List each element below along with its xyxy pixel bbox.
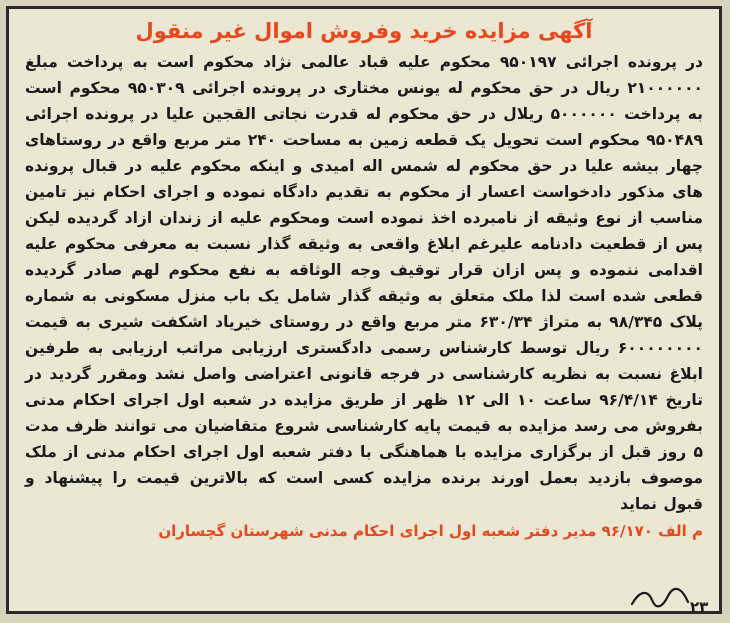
notice-body: در پرونده اجرائی ۹۵۰۱۹۷ محکوم علیه قباد عالمی نژاد محکوم است به پرداخت مبلغ ۲۱۰۰۰۰۰۰ ریال در حق محکوم له یونس مختاری در پرونده اجرائی ۹۵۰۳۰۹ محکوم است به پرداخت ۵۰۰۰۰۰۰ ریلال در حق محکوم له قدرت نجاتی القجین علیا در پرونده اجرائی ۹۵۰۴۸۹ محکوم است تحویل یک قطعه زمین به مساحت ۲۴۰ متر مربع واقع در روستاهای چهار بیشه علیا در حق محکوم له شمس اله امیدی و اینکه محکوم علیه در قبال پرونده های مذکور دادخواست اعسار از محکوم به تقدیم دادگاه نموده و اجرای احکام نیز تامین مناسب از نوع وثیقه از نامبرده اخذ نموده است ومحکوم علیه از زندان ازاد گردیده لیکن پس از قطعیت دادنامه علیرغم ابلاغ واقعی به وثیقه گذار نسبت به معرفی محکوم علیه اقدامی ننموده و پس ازان قرار توقیف وجه الوثاقه به نفع محکوم لهم صادر گردیده قطعی شده است لذا ملک متعلق به وثیقه گذار شامل یک باب منزل مسکونی به شماره پلاک ۹۸/۳۴۵ به متراژ ۶۳۰/۳۴ متر مربع واقع در روستای خیریاد اشکفت شیری به قیمت ۶۰۰۰۰۰۰۰۰ ریال توسط کارشناس رسمی دادگستری ارزیابی مراتب ارزیابی به طرفین ابلاغ نسبت به نظریه کارشناسی در فرجه قانونی اعتراضی واصل نشد ومقرر گردید در تاریخ ۹۶/۴/۱۴ ساعت ۱۰ الی ۱۲ ظهر از طریق مزایده در شعبه اول اجرای احکام مدنی بفروش می رسد مزایده به قیمت پایه کارشناسی شروع متقاضیان می توانند ظرف مدت ۵ روز قبل از برگزاری مزایده با هماهنگی با دفتر شعبه اول اجرای احکام مدنی از ملک موصوف بازدید بعمل اورند برنده مزایده کسی است که بالاترین قیمت را پیشنهاد و قبول نماید [25,53,704,513]
page-mark: ۲۳ [690,598,709,616]
auction-notice [6,6,722,614]
notice-footer: م الف ۹۶/۱۷۰ مدیر دفتر شعبه اول اجرای احکام مدنی شهرستان گچساران [158,522,703,540]
handwritten-mark-icon [628,584,698,612]
notice-title: آگهی مزایده خرید وفروش اموال غیر منقول [135,19,593,43]
